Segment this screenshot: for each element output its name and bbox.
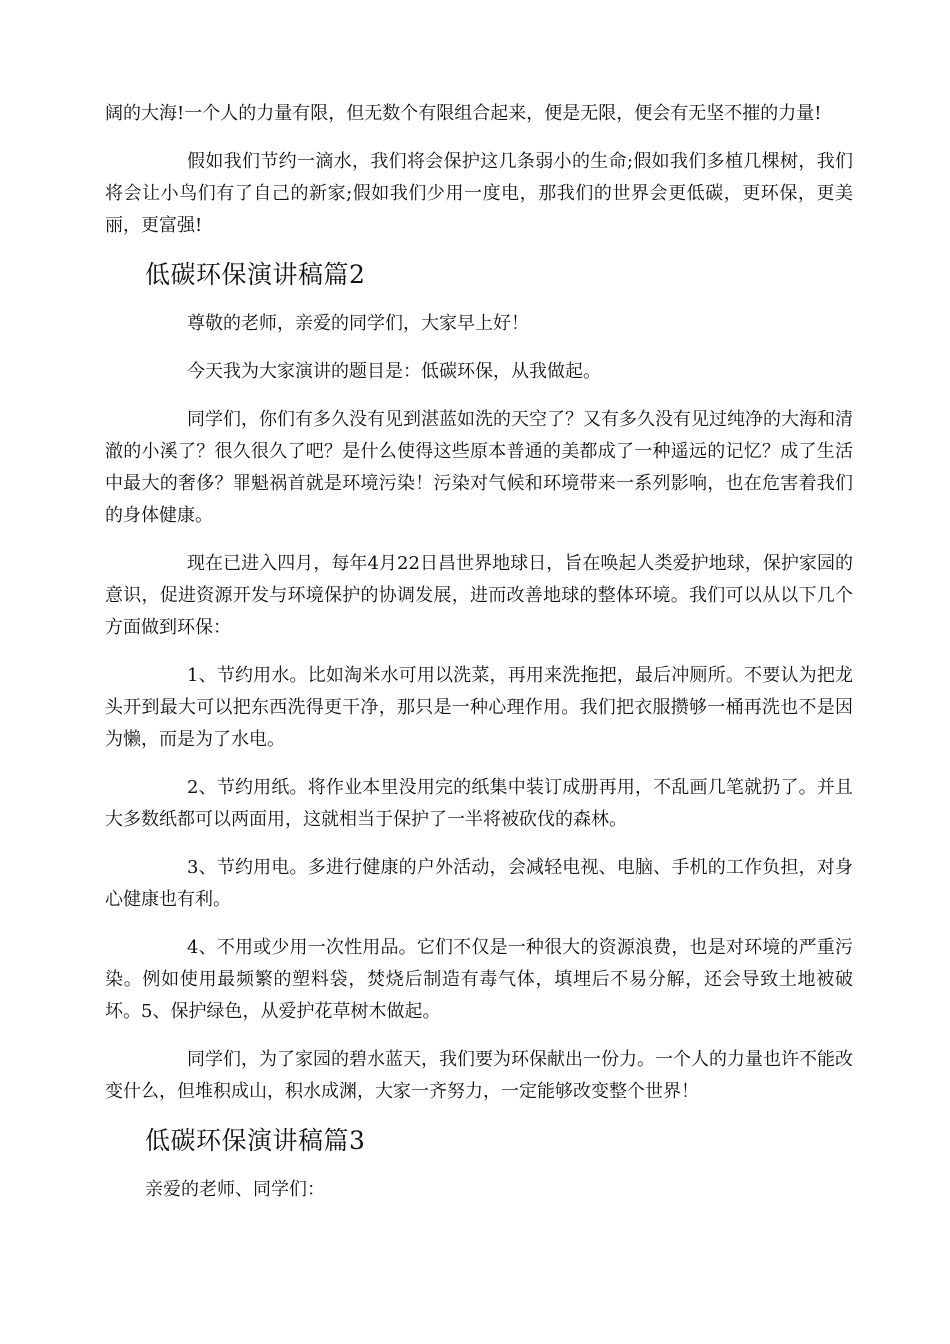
document-page — [105, 98, 853, 1222]
paragraph: 2、节约用纸。将作业本里没用完的纸集中装订成册再用，不乱画几笔就扔了。并且大多数纸都可以两面用，这就相当于保护了一半将被砍伐的森林。 — [105, 777, 853, 830]
paragraph: 阔的大海!一个人的力量有限，但无数个有限组合起来，便是无限，便会有无坚不摧的力量! — [105, 103, 822, 124]
paragraph: 尊敬的老师，亲爱的同学们，大家早上好！ — [187, 313, 529, 334]
salutation: 亲爱的老师、同学们： — [145, 1179, 325, 1200]
paragraph: 同学们，你们有多久没有见到湛蓝如洗的天空了？又有多久没有见过纯净的大海和清澈的小溪了？很久很久了吧？是什么使得这些原本普通的美都成了一种遥远的记忆？成了生活中最大的奢侈？罪魁祸首就是环境污染！污染对气候和环境带来一系列影响，也在危害着我们的身体健康。 — [105, 409, 853, 526]
paragraph: 1、节约用水。比如淘米水可用以洗菜，再用来洗拖把，最后冲厕所。不要认为把龙头开到最大可以把东西洗得更干净，那只是一种心理作用。我们把衣服攒够一桶再洗也不是因为懒，而是为了水电。 — [105, 665, 853, 750]
section-heading: 低碳环保演讲稿篇2 — [145, 260, 366, 289]
paragraph: 4、不用或少用一次性用品。它们不仅是一种很大的资源浪费，也是对环境的严重污染。例如使用最频繁的塑料袋，焚烧后制造有毒气体，填埋后不易分解，还会导致土地被破坏。5、保护绿色，从爱护花草树木做起。 — [105, 937, 853, 1022]
paragraph: 3、节约用电。多进行健康的户外活动，会减轻电视、电脑、手机的工作负担，对身心健康也有利。 — [105, 857, 853, 910]
paragraph: 假如我们节约一滴水，我们将会保护这几条弱小的生命;假如我们多植几棵树，我们将会让小鸟们有了自己的新家;假如我们少用一度电，那我们的世界会更低碳，更环保，更美丽，更富强! — [105, 151, 853, 236]
paragraph: 同学们，为了家园的碧水蓝天，我们要为环保献出一份力。一个人的力量也许不能改变什么，但堆积成山，积水成渊，大家一齐努力，一定能够改变整个世界！ — [105, 1049, 853, 1102]
paragraph: 今天我为大家演讲的题目是：低碳环保，从我做起。 — [187, 361, 601, 382]
section-heading: 低碳环保演讲稿篇3 — [145, 1126, 366, 1155]
paragraph: 现在已进入四月，每年4月22日昌世界地球日，旨在唤起人类爱护地球，保护家园的意识，促进资源开发与环境保护的协调发展，进而改善地球的整体环境。我们可以从以下几个方面做到环保： — [105, 553, 853, 638]
